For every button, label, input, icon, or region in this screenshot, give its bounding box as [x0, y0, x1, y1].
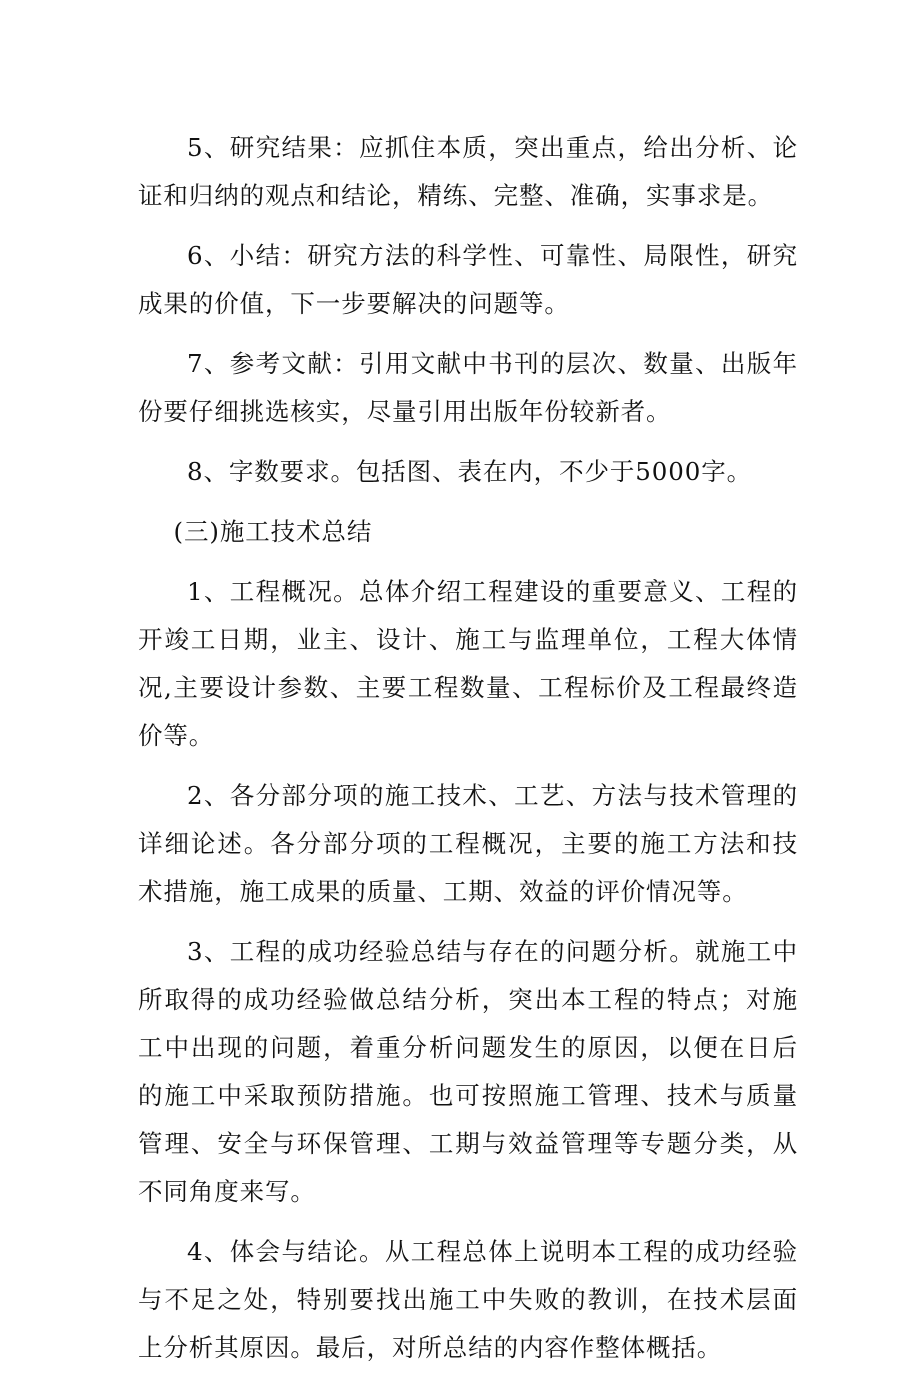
- document-page: [138, 124, 798, 1384]
- paragraph-summary: 6、小结：研究方法的科学性、可靠性、局限性，研究成果的价值，下一步要解决的问题等。: [138, 241, 798, 318]
- paragraph-conclusions: 4、体会与结论。从工程总体上说明本工程的成功经验与不足之处，特别要找出施工中失败的教训，在技术层面上分析其原因。最后，对所总结的内容作整体概括。: [138, 1237, 798, 1362]
- paragraph-research-results: 5、研究结果：应抓住本质，突出重点，给出分析、论证和归纳的观点和结论，精练、完整、准确，实事求是。: [138, 133, 798, 210]
- paragraph-word-count: 8、字数要求。包括图、表在内，不少于5000字。: [187, 457, 753, 486]
- paragraph-construction-techniques: 2、各分部分项的施工技术、工艺、方法与技术管理的详细论述。各分部分项的工程概况，主要的施工方法和技术措施，施工成果的质量、工期、效益的评价情况等。: [138, 781, 798, 906]
- paragraph-references: 7、参考文献：引用文献中书刊的层次、数量、出版年份要仔细挑选核实，尽量引用出版年份较新者。: [138, 349, 798, 426]
- section-heading-construction-summary: (三)施工技术总结: [173, 517, 373, 546]
- paragraph-project-overview: 1、工程概况。总体介绍工程建设的重要意义、工程的开竣工日期，业主、设计、施工与监理单位，工程大体情况,主要设计参数、主要工程数量、工程标价及工程最终造价等。: [138, 577, 798, 750]
- paragraph-experience-analysis: 3、工程的成功经验总结与存在的问题分析。就施工中所取得的成功经验做总结分析，突出本工程的特点；对施工中出现的问题，着重分析问题发生的原因，以便在日后的施工中采取预防措施。也可按照施工管理、技术与质量管理、安全与环保管理、工期与效益管理等专题分类，从不同角度来写。: [138, 937, 798, 1206]
